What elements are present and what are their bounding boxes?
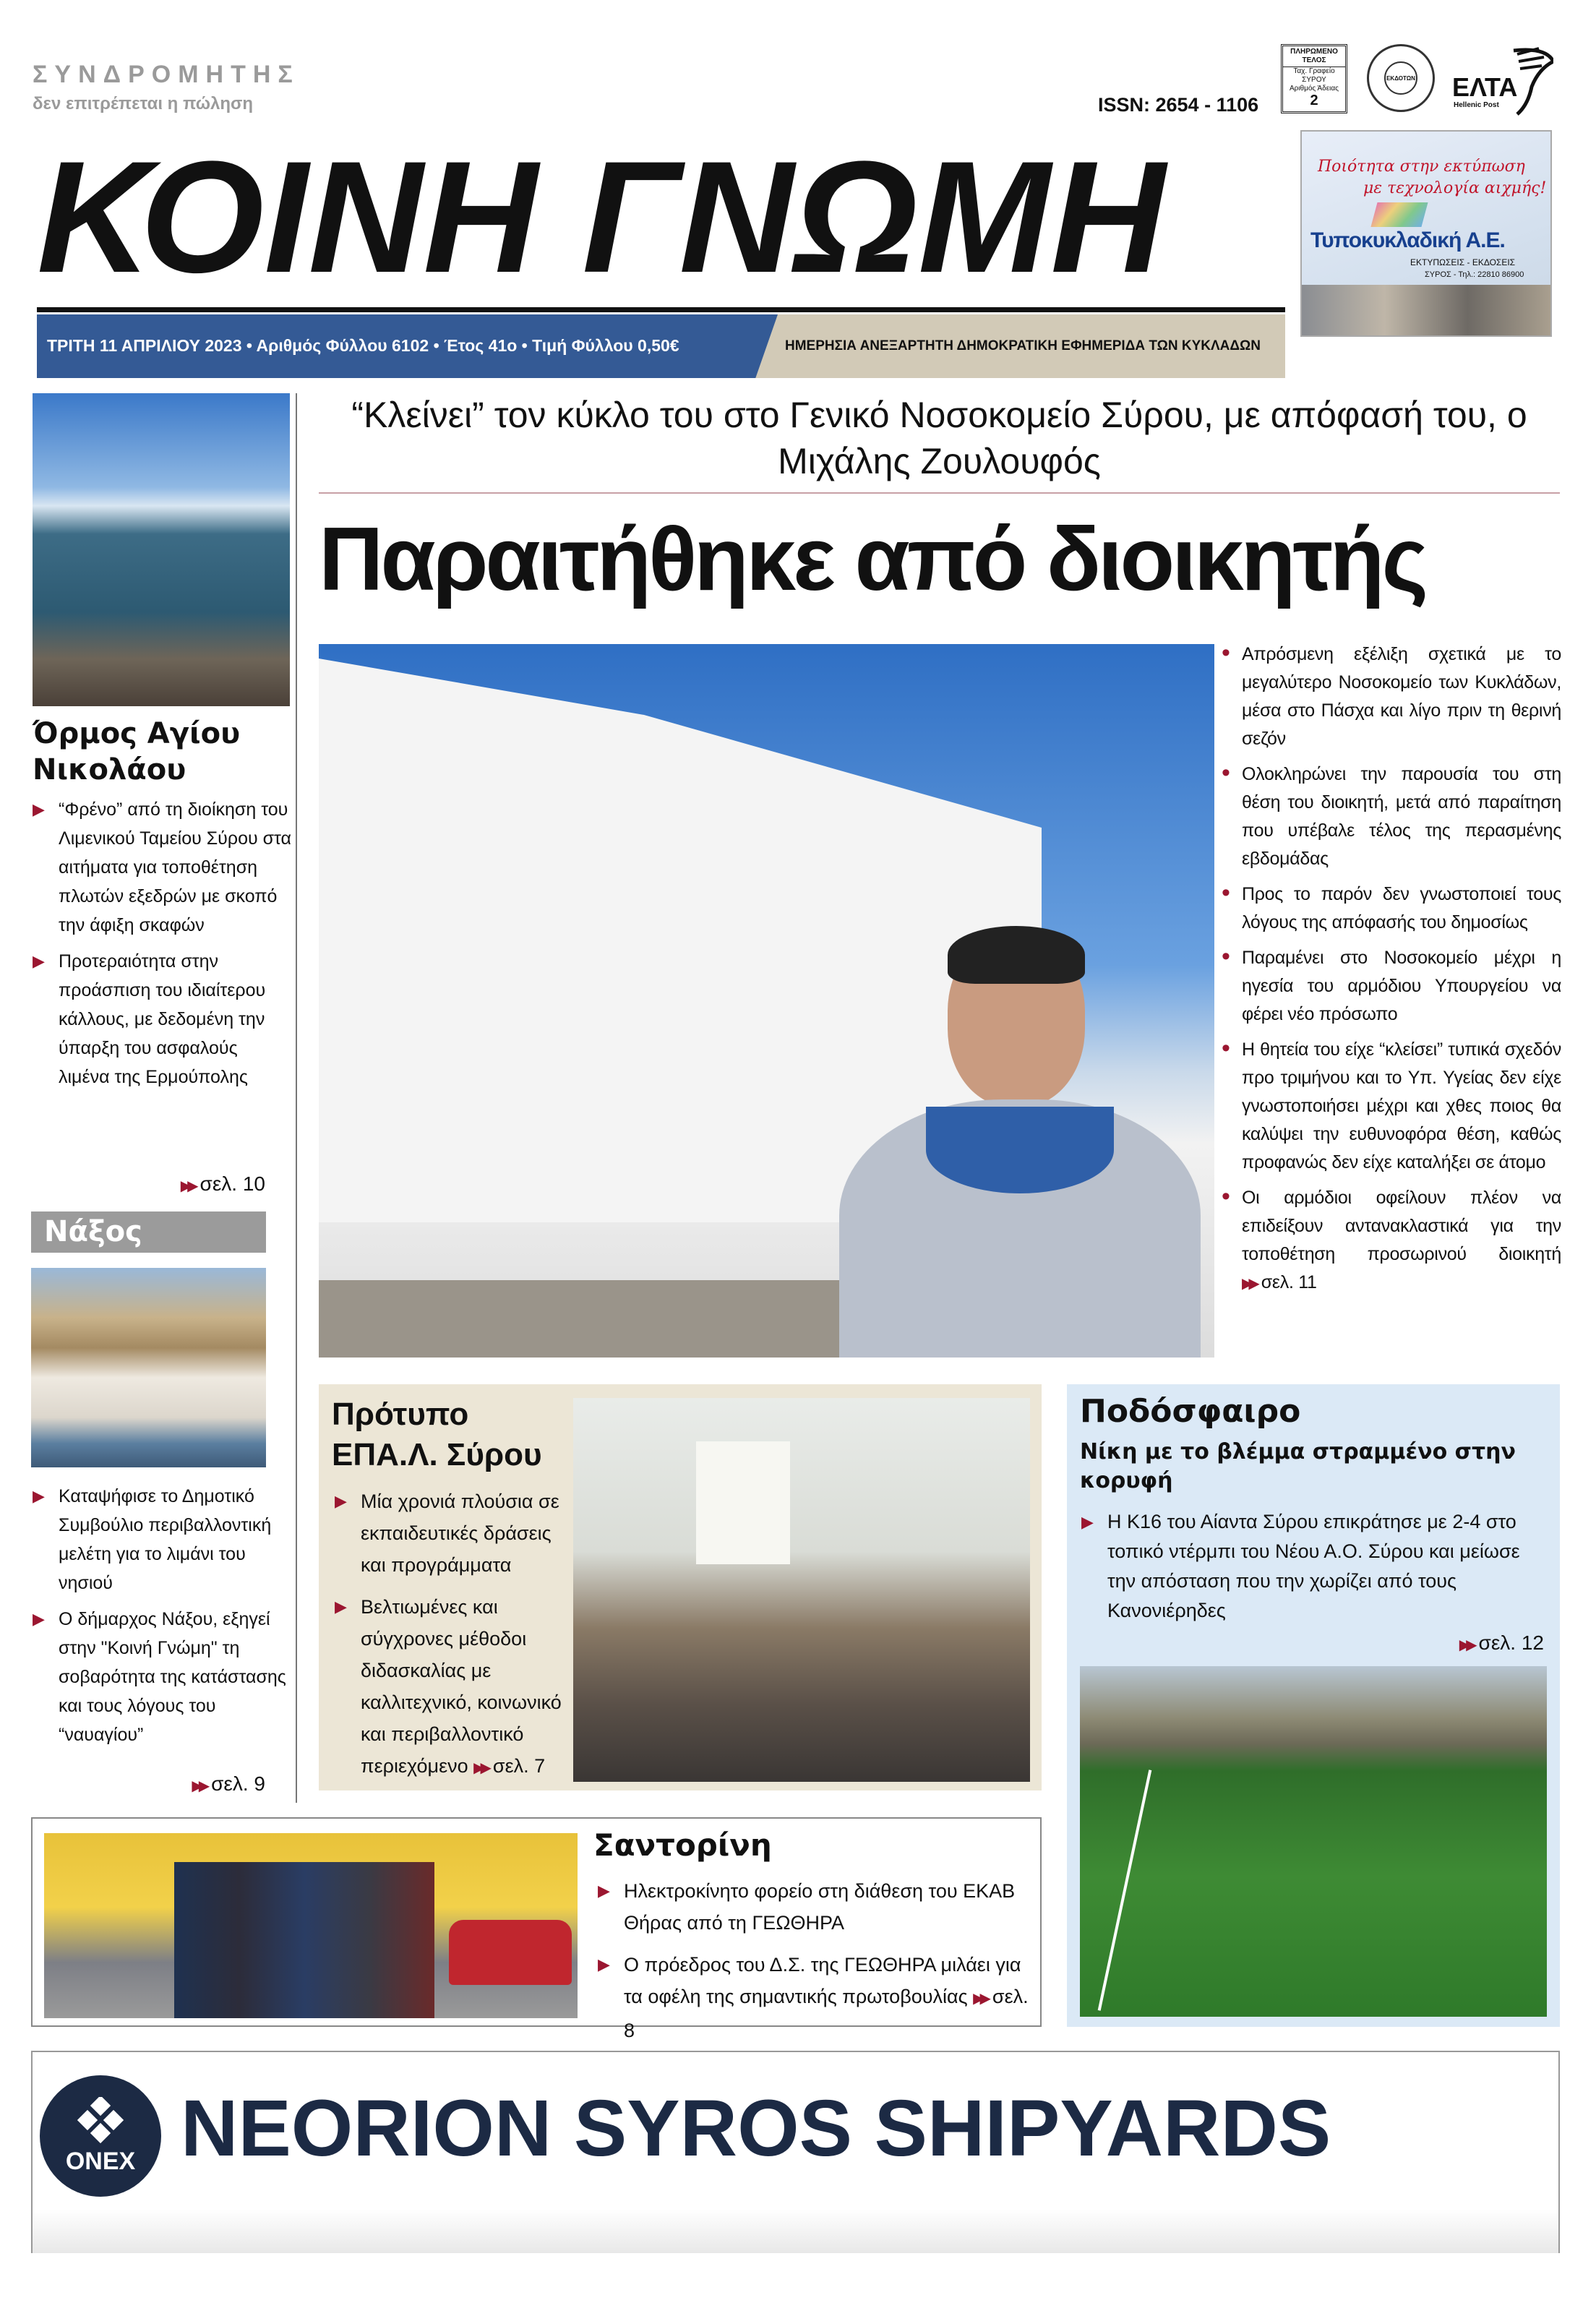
kicker-rule bbox=[319, 492, 1560, 494]
lead-bullets bbox=[1220, 640, 1561, 1305]
epal-bullets bbox=[335, 1485, 573, 1794]
page-ref-text: σελ. 10 bbox=[200, 1172, 265, 1195]
lead-headline: Παραιτήθηκε από διοικητής bbox=[319, 510, 1426, 609]
naxos-bullets bbox=[33, 1482, 293, 1757]
classroom-photo bbox=[573, 1398, 1030, 1782]
ad-slogan-2: με τεχνολογία αιχμής! bbox=[1363, 179, 1547, 197]
masthead-rule bbox=[37, 307, 1285, 312]
list-item: ▶ Καταψήφισε το Δημοτικό Συμβούλιο περιβαλλοντική μελέτη για το λιμάνι του νησιού bbox=[33, 1482, 293, 1597]
santorini-bullets bbox=[598, 1875, 1031, 2056]
stamp-office: ΣΥΡΟΥ bbox=[1302, 76, 1326, 84]
section-label-naxos: Νάξος bbox=[31, 1211, 266, 1253]
list-item: ▶ Μία χρονιά πλούσια σε εκπαιδευτικές δράσεις και προγράμματα bbox=[335, 1485, 573, 1581]
page-ref[interactable] bbox=[1356, 1631, 1544, 1655]
santorini-story-box bbox=[31, 1817, 1042, 2041]
double-arrow-icon: ▶▶ bbox=[973, 1991, 987, 2007]
page-ref[interactable]: σελ. 11 bbox=[1261, 1272, 1317, 1292]
page-ref-text: σελ. 9 bbox=[211, 1772, 265, 1795]
ambulance-photo bbox=[44, 1833, 578, 2018]
onex-text: ONEX bbox=[65, 2147, 136, 2175]
football-photo bbox=[1080, 1666, 1547, 2017]
ad-contact: ΣΥΡΟΣ - Τηλ.: 22810 86900 bbox=[1425, 270, 1524, 279]
epal-story-box bbox=[319, 1384, 1042, 1790]
page-ref-text: σελ. 12 bbox=[1478, 1631, 1544, 1654]
printing-ad[interactable] bbox=[1300, 130, 1552, 337]
harbor-photo bbox=[33, 393, 290, 706]
pitch-line bbox=[1098, 1770, 1152, 2010]
bullet-text: Βελτιωμένες και σύγχρονες μέθοδοι διδασκαλίας με καλλιτεχνικό, κοινωνικό και περιβαλλοντικό περιεχόμενο bbox=[361, 1596, 562, 1777]
elta-sub: Hellenic Post bbox=[1454, 101, 1499, 109]
ormos-bullets bbox=[33, 795, 293, 1099]
list-item bbox=[1220, 1184, 1561, 1298]
ground bbox=[319, 1280, 839, 1358]
subscriber-label: ΣΥΝΔΡΟΜΗΤΗΣ bbox=[33, 61, 300, 88]
newspaper-title: ΚΟΙΝΗ ΓΝΩΜΗ bbox=[37, 128, 1166, 306]
football-story-box bbox=[1067, 1384, 1560, 2027]
bullet-text: Οι αρμόδιοι οφείλουν πλέον να επιδείξουν αντανακλαστικά για την τοποθέτηση προσωρινού διοικητή bbox=[1242, 1188, 1561, 1264]
page-ref[interactable] bbox=[33, 1772, 265, 1796]
postage-paid-stamp bbox=[1281, 44, 1347, 113]
ad-slogan-1: Ποιότητα στην εκτύπωση bbox=[1318, 158, 1525, 176]
stamp-permit-label: Αριθμός Άδειας bbox=[1289, 85, 1339, 93]
not-for-sale-note: δεν επιτρέπεται η πώληση bbox=[33, 94, 254, 113]
column-divider bbox=[296, 393, 297, 1803]
list-item: ▶ Η K16 του Αίαντα Σύρου επικράτησε με 2-4 στο τοπικό ντέρμπι του Νέου Α.Ο. Σύρου και μείωσε την απόσταση που την χωρίζει από τους Κανονιέρηδες bbox=[1081, 1507, 1551, 1626]
publishers-seal bbox=[1367, 44, 1435, 112]
football-bullets bbox=[1081, 1507, 1551, 1636]
rainbow-logo-icon bbox=[1370, 202, 1428, 227]
epal-title: Πρότυπο ΕΠΑ.Λ. Σύρου bbox=[332, 1397, 542, 1472]
double-arrow-icon: ▶▶ bbox=[180, 1178, 194, 1194]
list-item: ▶ Ο δήμαρχος Νάξου, εξηγεί στην "Κοινή Γνώμη" τη σοβαρότητα της κατάστασης και τους λόγους του “ναυαγίου” bbox=[33, 1605, 293, 1749]
neorion-text: NEORION SYROS SHIPYARDS bbox=[181, 2084, 1331, 2173]
football-section: Ποδόσφαιρο bbox=[1080, 1393, 1301, 1430]
seal-center: ΕΚΔΟΤΩΝ bbox=[1384, 61, 1417, 95]
stamp-office-label: Ταχ. Γραφείο bbox=[1293, 67, 1335, 75]
red-car bbox=[449, 1920, 572, 1985]
bullet-text: Ο πρόεδρος του Δ.Σ. της ΓΕΩΘΗΡΑ μιλάει για τα οφέλη της σημαντικής πρωτοβουλίας bbox=[624, 1954, 1021, 2007]
elta-name: ΕΛΤΑ bbox=[1452, 72, 1518, 102]
double-arrow-icon: ▶▶ bbox=[1459, 1637, 1473, 1653]
banner-stripe bbox=[33, 2210, 1558, 2253]
issn: ISSN: 2654 - 1106 bbox=[1098, 94, 1259, 116]
date-bar bbox=[37, 314, 1285, 378]
naxos-photo bbox=[31, 1268, 266, 1467]
story-title-ormos: Όρμος Αγίου Νικολάου bbox=[33, 717, 241, 786]
diamond-logo-icon bbox=[72, 2097, 129, 2148]
double-arrow-icon: ▶▶ bbox=[1242, 1276, 1256, 1292]
projector-screen bbox=[696, 1441, 790, 1564]
neorion-ad-banner[interactable] bbox=[31, 2051, 1560, 2253]
elta-logo bbox=[1445, 43, 1557, 116]
list-item: ▶ “Φρένο” από τη διοίκηση του Λιμενικού Ταμείου Σύρου στα αιτήματα για τοποθέτηση πλωτών εξεδρών με σκοπό την άφιξη σκαφών bbox=[33, 795, 293, 940]
ad-photo bbox=[1302, 285, 1550, 337]
portrait-man bbox=[839, 933, 1201, 1358]
tagline: ΗΜΕΡΗΣΙΑ ΑΝΕΞΑΡΤΗΤΗ ΔΗΜΟΚΡΑΤΙΚΗ ΕΦΗΜΕΡΙΔΑ ΤΩΝ ΚΥΚΛΑΔΩΝ bbox=[785, 338, 1261, 353]
double-arrow-icon: ▶▶ bbox=[192, 1778, 206, 1794]
list-item: ▶ Προτεραιότητα στην προάσπιση του ιδιαίτερου κάλλους, με δεδομένη την ύπαρξη του ασφαλούς λιμένα της Ερμούπολης bbox=[33, 947, 293, 1091]
list-item bbox=[335, 1591, 573, 1784]
stamp-header: ΠΛΗΡΩΜΕΝΟ ΤΕΛΟΣ bbox=[1283, 46, 1345, 67]
list-item: • Απρόσμενη εξέλιξη σχετικά με το μεγαλύτερο Νοσοκομείο των Κυκλάδων, μέσα στο Πάσχα και λίγο πριν τη θερινή σεζόν bbox=[1220, 640, 1561, 753]
page-ref[interactable] bbox=[33, 1172, 265, 1196]
list-item: • Παραμένει στο Νοσοκομείο μέχρι η ηγεσία του αρμόδιου Υπουργείου να φέρει νέο πρόσωπο bbox=[1220, 944, 1561, 1029]
football-title: Νίκη με το βλέμμα στραμμένο στην κορυφή bbox=[1080, 1439, 1516, 1493]
issue-date-line: ΤΡΙΤΗ 11 ΑΠΡΙΛΙΟΥ 2023 • Αριθμός Φύλλου 6102 • Έτος 41ο • Τιμή Φύλλου 0,50€ bbox=[47, 336, 679, 355]
group-of-men bbox=[174, 1862, 434, 2018]
lead-kicker: “Κλείνει” τον κύκλο του στο Γενικό Νοσοκομείο Σύρου, με απόφασή του, ο Μιχάλης Ζουλουφός bbox=[351, 395, 1527, 481]
onex-logo bbox=[40, 2075, 161, 2197]
list-item bbox=[598, 1949, 1031, 2046]
list-item: • Η θητεία του είχε “κλείσει” τυπικά σχεδόν προ τριμήνου και το Υπ. Υγείας δεν είχε γνωστοποιήσει μέχρι και χθες ποιος θα καλύψει την ευθυνοφόρα θέση, καθώς προφανώς δεν είχε καταλήξει σε άτομο bbox=[1220, 1036, 1561, 1177]
page-ref[interactable]: σελ. 7 bbox=[492, 1755, 546, 1777]
santorini-section: Σαντορίνη bbox=[593, 1827, 772, 1863]
list-item: • Ολοκληρώνει την παρουσία του στη θέση του διοικητή, μετά από παραίτηση που υπέβαλε τέλος της περασμένης εβδομάδας bbox=[1220, 760, 1561, 873]
ad-brand: Τυποκυκλαδική Α.Ε. bbox=[1310, 228, 1505, 252]
list-item: ▶ Ηλεκτροκίνητο φορείο στη διάθεση του ΕΚΑΒ Θήρας από τη ΓΕΩΘΗΡΑ bbox=[598, 1875, 1031, 1939]
list-item: • Προς το παρόν δεν γνωστοποιεί τους λόγους της απόφασής του δημοσίως bbox=[1220, 880, 1561, 937]
ad-services: ΕΚΤΥΠΩΣΕΙΣ - ΕΚΔΟΣΕΙΣ bbox=[1410, 257, 1516, 267]
page-ref[interactable]: σελ. 8 bbox=[624, 1986, 1029, 2041]
hospital-photo bbox=[319, 644, 1214, 1358]
stamp-permit: 2 bbox=[1310, 93, 1318, 108]
double-arrow-icon: ▶▶ bbox=[473, 1760, 487, 1776]
